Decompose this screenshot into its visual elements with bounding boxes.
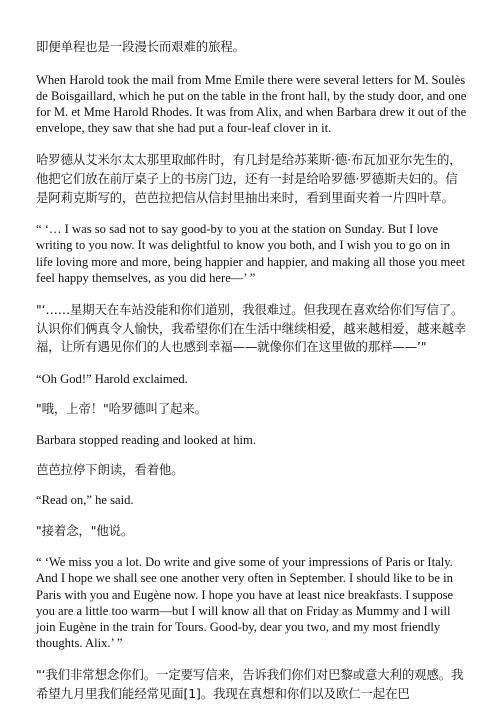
paragraph-zh-4: "哦，上帝！"哈罗德叫了起来。 xyxy=(36,400,207,416)
paragraph-zh-6: "接着念，"他说。 xyxy=(36,522,134,538)
paragraph-en-5: “Read on,” he said. xyxy=(36,493,134,508)
paragraph-zh-2: 哈罗德从艾米尔太太那里取邮件时，有几封是给苏莱斯·德·布瓦加亚尔先生的，他把它们放在前厅桌子上的书房门边，还有一封是给哈罗德·罗德斯夫妇的。信是阿莉克斯写的，芭芭拉把信从信封里抽出来时，看到里面夹着一片四叶草。 xyxy=(36,152,462,205)
paragraph-en-4: Barbara stopped reading and looked at him. xyxy=(36,432,256,447)
paragraph-en-1: When Harold took the mail from Mme Emile there were several letters for M. Soulès de Boisgaillard, which he put on the table in the front hall, by the study door, and one for M. et Mme Harold Rhodes. It was from Alix, and when Barbara drew it out of the envelope, they saw that she had put a four-leaf clover in it. xyxy=(36,72,467,136)
paragraph-zh-5: 芭芭拉停下朗读，看着他。 xyxy=(36,461,184,477)
paragraph-en-3: “Oh God!” Harold exclaimed. xyxy=(36,371,188,386)
document-page xyxy=(36,38,468,718)
paragraph-en-6: “ ‘We miss you a lot. Do write and give some of your impressions of Paris or Italy. And I hope we shall see one another very often in September. I should like to be in Paris with you and Eugène now. I hope you have at least nice breakfasts. I suppose you are a little too warm—but I will know all that on Friday as Mummy and I will join Eugène in the train for Tours. Good-by, dear you two, and my most friendly thoughts. Alix.’ ” xyxy=(36,555,454,651)
paragraph-zh-7: "‘我们非常想念你们。一定要写信来，告诉我们你们对巴黎或意大利的观感。我希望九月里我们能经常见面[1]。我现在真想和你们以及欧仁一起在巴 xyxy=(36,667,464,701)
paragraph-zh-3: "‘……星期天在车站没能和你们道别，我很难过。但我现在喜欢给你们写信了。认识你们俩真令人愉快，我希望你们在生活中继续相爱，越来越相爱，越来越幸福，让所有遇见你们的人也感到幸福——就像你们在这里做的那样——’" xyxy=(36,302,467,355)
paragraph-en-2: “ ‘… I was so sad not to say good-by to you at the station on Sunday. But I love writing to you now. It was delightful to know you both, and I wish you to go on in life loving more and more, being happier and happier, and making all those you meet feel happy themselves, as you did here—’ ” xyxy=(36,222,465,285)
paragraph-zh-1: 即便单程也是一段漫长而艰难的旅程。 xyxy=(36,39,245,54)
